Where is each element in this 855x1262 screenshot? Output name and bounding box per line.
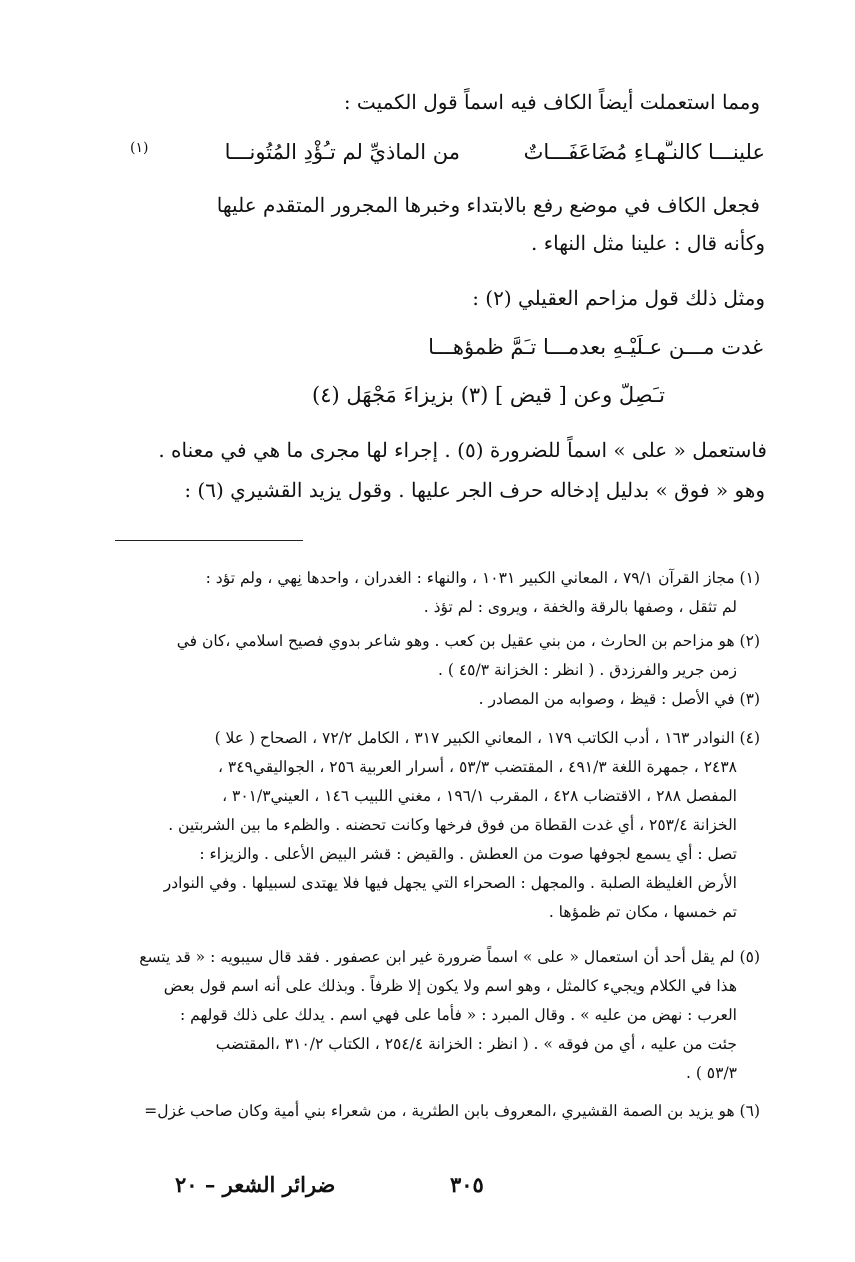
verse1-second-hemistich: من الماذيِّ لم تـُؤْدِ المُتُونـــا	[224, 140, 460, 164]
para2-line: ومثل ذلك قول مزاحم العقيلي (٢) :	[472, 286, 765, 310]
footnote-5-line1: (٥) لم يقل أحد أن استعمال « على » اسماً ضرورة غير ابن عصفور . فقد قال سيبويه : « قد يتسع	[139, 948, 760, 966]
footnote-4-line2: ٢٤٣٨ ، جمهرة اللغة ٤٩١/٣ ، المقتضب ٥٣/٣ ، أسرار العربية ٢٥٦ ، الجواليقي٣٤٩ ،	[217, 758, 737, 776]
footnote-5-line5: ٥٣/٣ ) .	[685, 1064, 737, 1082]
page-number: ٣٠٥	[450, 1172, 484, 1197]
running-title: ضرائر الشعر – ٢٠	[175, 1172, 336, 1197]
footnote-separator	[115, 540, 303, 541]
footnote-1-line1: (١) مجاز القرآن ٧٩/١ ، المعاني الكبير ١٠٣١ ، والنهاء : الغدران ، واحدها نِهي ، ولم تؤد :	[205, 569, 760, 587]
footnote-2-line1: (٢) هو مزاحم بن الحارث ، من بني عقيل بن كعب . وهو شاعر بدوي فصيح اسلامي ،كان في	[176, 632, 760, 650]
footnote-4-line5: تصل : أي يسمع لجوفها صوت من العطش . والقيض : قشر البيض الأعلى . والزيزاء :	[199, 845, 737, 863]
footnote-4-line4: الخزانة ٢٥٣/٤ ، أي غدت القطاة من فوق فرخها وكانت تحضنه . والظمء ما بين الشربتين .	[168, 816, 737, 834]
footnote-1-line2: لم تثقل ، وصفها بالرقة والخفة ، ويروى : لم تؤذ .	[423, 598, 737, 616]
footnote-5-line4: جئت من عليه ، أي من فوقه » . ( انظر : الخزانة ٢٥٤/٤ ، الكتاب ٣١٠/٢ ،المقتضب	[215, 1035, 737, 1053]
footnote-4-line6: الأرض الغليظة الصلبة . والمجهل : الصحراء التي يجهل فيها فلا يهتدى لسبيلها . وفي النوادر	[163, 874, 737, 892]
para3-line1: فاستعمل « على » اسماً للضرورة (٥) . إجراء لها مجرى ما هي في معناه .	[158, 438, 767, 462]
footnote-2-line2: زمن جرير والفرزدق . ( انظر : الخزانة ٤٥/٣ ) .	[438, 661, 737, 679]
intro-line: ومما استعملت أيضاً الكاف فيه اسماً قول الكميت :	[343, 90, 760, 114]
para1-line1: فجعل الكاف في موضع رفع بالابتداء وخبرها المجرور المتقدم عليها	[216, 193, 760, 217]
verse2-second-hemistich: تـَصِلُّ وعن [ قيض ] (٣) بزيزاءَ مَجْهَل (٤)	[312, 383, 665, 407]
para1-line2: وكأنه قال : علينا مثل النهاء .	[530, 231, 765, 255]
para3-line2: وهو « فوق » بدليل إدخاله حرف الجر عليها . وقول يزيد القشيري (٦) :	[184, 478, 765, 502]
footnote-4-line3: المفصل ٢٨٨ ، الاقتضاب ٤٢٨ ، المقرب ١٩٦/١ ، مغني اللبيب ١٤٦ ، العيني٣٠١/٣ ،	[222, 787, 737, 805]
footnote-3: (٣) في الأصل : قيظ ، وصوابه من المصادر .	[478, 690, 760, 708]
verse1-footnote-ref: (١)	[130, 140, 149, 156]
verse2-first-hemistich: غدت مـــن عـلَيْـهِ بعدمـــا تـَمَّ ظمؤهـــا	[428, 335, 763, 359]
verse1-first-hemistich: علينـــا كالنـَّهـاءِ مُضَاعَفَـــاتٌ	[523, 140, 765, 164]
footnote-6: (٦) هو يزيد بن الصمة القشيري ،المعروف بابن الطثرية ، من شعراء بني أمية وكان صاحب غزل=	[144, 1102, 760, 1120]
footnote-4-line7: تم خمسها ، مكان تم ظمؤها .	[548, 903, 737, 921]
footnote-5-line3: العرب : نهض من عليه » . وقال المبرد : « فأما على فهي اسم . يدلك على ذلك قولهم :	[180, 1006, 737, 1024]
footnote-5-line2: هذا في الكلام ويجيء كالمثل ، وهو اسم ولا يكون إلا ظرفاً . وبذلك على أنه اسم قول بعض	[163, 977, 737, 995]
footnote-4-line1: (٤) النوادر ١٦٣ ، أدب الكاتب ١٧٩ ، المعاني الكبير ٣١٧ ، الكامل ٧٢/٢ ، الصحاح ( علا )	[214, 729, 760, 747]
